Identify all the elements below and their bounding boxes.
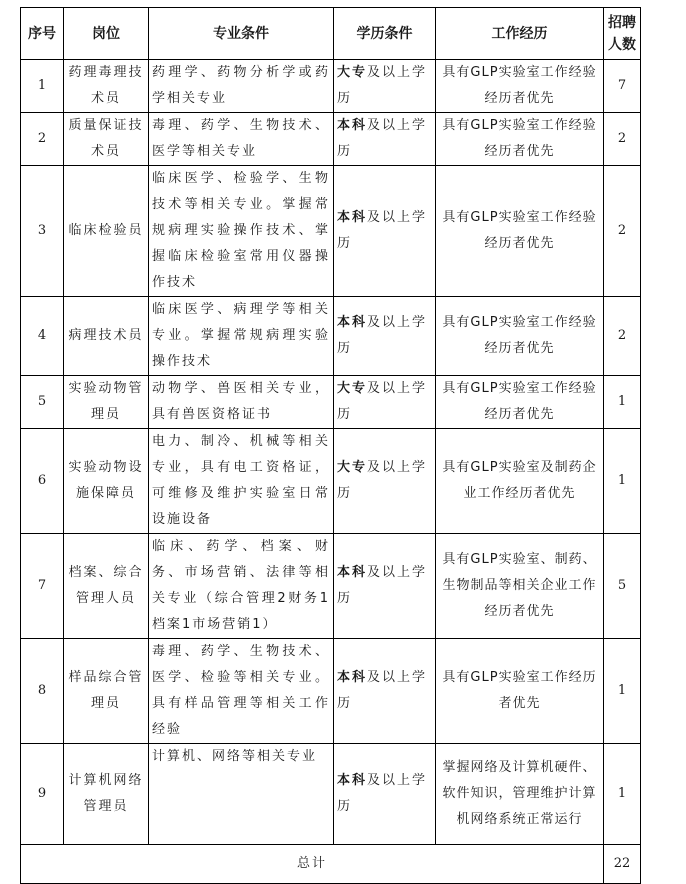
row-count: 5 — [604, 534, 641, 639]
row-edu-rest: 及以上学历 — [337, 460, 428, 501]
row-edu-level: 本科 — [337, 315, 368, 330]
row-edu-level: 大专 — [337, 381, 368, 396]
table-row — [21, 166, 641, 297]
row-post: 档案、综合管理人员 — [64, 534, 149, 639]
row-edu-rest: 及以上学历 — [337, 565, 428, 606]
row-count: 1 — [604, 744, 641, 845]
row-exp: 具有GLP实验室工作经验经历者优先 — [436, 60, 604, 113]
recruitment-table — [20, 7, 641, 884]
row-edu-level: 本科 — [337, 118, 368, 133]
row-edu-rest: 及以上学历 — [337, 381, 428, 422]
row-no: 4 — [21, 297, 64, 376]
row-edu-rest: 及以上学历 — [337, 65, 428, 106]
row-post: 质量保证技术员 — [64, 113, 149, 166]
row-exp: 具有GLP实验室工作经历者优先 — [436, 639, 604, 744]
table-row — [21, 639, 641, 744]
row-count: 2 — [604, 113, 641, 166]
row-no: 8 — [21, 639, 64, 744]
row-edu-rest: 及以上学历 — [337, 315, 428, 356]
row-exp: 具有GLP实验室工作经验经历者优先 — [436, 297, 604, 376]
row-spec: 药理学、药物分析学或药学相关专业 — [149, 60, 334, 113]
table-row — [21, 429, 641, 534]
row-edu-level: 本科 — [337, 773, 368, 788]
header-no: 序号 — [21, 8, 64, 60]
row-edu — [334, 297, 436, 376]
row-exp: 具有GLP实验室工作经验经历者优先 — [436, 166, 604, 297]
table-row — [21, 744, 641, 845]
row-spec: 临床医学、检验学、生物技术等相关专业。掌握常规病理实验操作技术、掌握临床检验室常用仪器操作技术 — [149, 166, 334, 297]
row-exp: 具有GLP实验室工作经验经历者优先 — [436, 376, 604, 429]
row-edu — [334, 166, 436, 297]
row-no: 6 — [21, 429, 64, 534]
row-post: 计算机网络管理员 — [64, 744, 149, 845]
row-edu — [334, 534, 436, 639]
total-count: 22 — [604, 845, 641, 884]
row-edu — [334, 639, 436, 744]
row-no: 5 — [21, 376, 64, 429]
total-row — [21, 845, 641, 884]
row-edu-level: 本科 — [337, 210, 368, 225]
row-no: 2 — [21, 113, 64, 166]
row-spec: 动物学、兽医相关专业，具有兽医资格证书 — [149, 376, 334, 429]
table-row — [21, 297, 641, 376]
row-spec: 计算机、网络等相关专业 — [149, 744, 334, 845]
row-edu — [334, 429, 436, 534]
row-no: 9 — [21, 744, 64, 845]
row-edu-rest: 及以上学历 — [337, 670, 428, 711]
total-label: 总计 — [21, 845, 604, 884]
row-count: 2 — [604, 166, 641, 297]
row-edu — [334, 60, 436, 113]
row-count: 7 — [604, 60, 641, 113]
header-edu: 学历条件 — [334, 8, 436, 60]
row-spec: 电力、制冷、机械等相关专业，具有电工资格证，可维修及维护实验室日常设施设备 — [149, 429, 334, 534]
row-count: 2 — [604, 297, 641, 376]
row-post: 样品综合管理员 — [64, 639, 149, 744]
row-post: 病理技术员 — [64, 297, 149, 376]
header-spec: 专业条件 — [149, 8, 334, 60]
row-exp: 掌握网络及计算机硬件、软件知识，管理维护计算机网络系统正常运行 — [436, 744, 604, 845]
row-count: 1 — [604, 376, 641, 429]
table-row — [21, 113, 641, 166]
row-count: 1 — [604, 639, 641, 744]
header-row — [21, 8, 641, 60]
header-exp: 工作经历 — [436, 8, 604, 60]
row-post: 实验动物设施保障员 — [64, 429, 149, 534]
row-post: 实验动物管理员 — [64, 376, 149, 429]
table-row — [21, 376, 641, 429]
row-no: 7 — [21, 534, 64, 639]
row-exp: 具有GLP实验室及制药企业工作经历者优先 — [436, 429, 604, 534]
row-edu-rest: 及以上学历 — [337, 773, 428, 814]
row-no: 1 — [21, 60, 64, 113]
row-edu — [334, 744, 436, 845]
row-no: 3 — [21, 166, 64, 297]
row-post: 临床检验员 — [64, 166, 149, 297]
row-edu — [334, 113, 436, 166]
table-row — [21, 534, 641, 639]
row-edu-level: 大专 — [337, 460, 368, 475]
table-row — [21, 60, 641, 113]
header-post: 岗位 — [64, 8, 149, 60]
row-edu-rest: 及以上学历 — [337, 118, 428, 159]
row-post: 药理毒理技术员 — [64, 60, 149, 113]
row-edu-level: 本科 — [337, 670, 368, 685]
row-edu-level: 本科 — [337, 565, 368, 580]
row-edu — [334, 376, 436, 429]
row-spec: 毒理、药学、生物技术、医学等相关专业 — [149, 113, 334, 166]
row-spec: 毒理、药学、生物技术、医学、检验等相关专业。具有样品管理等相关工作经验 — [149, 639, 334, 744]
header-count: 招聘人数 — [604, 8, 641, 60]
row-count: 1 — [604, 429, 641, 534]
row-spec: 临床医学、病理学等相关专业。掌握常规病理实验操作技术 — [149, 297, 334, 376]
row-edu-rest: 及以上学历 — [337, 210, 428, 251]
row-edu-level: 大专 — [337, 65, 368, 80]
row-exp: 具有GLP实验室工作经验经历者优先 — [436, 113, 604, 166]
row-exp: 具有GLP实验室、制药、生物制品等相关企业工作经历者优先 — [436, 534, 604, 639]
row-spec: 临床、药学、档案、财务、市场营销、法律等相关专业（综合管理2财务1档案1市场营销1） — [149, 534, 334, 639]
